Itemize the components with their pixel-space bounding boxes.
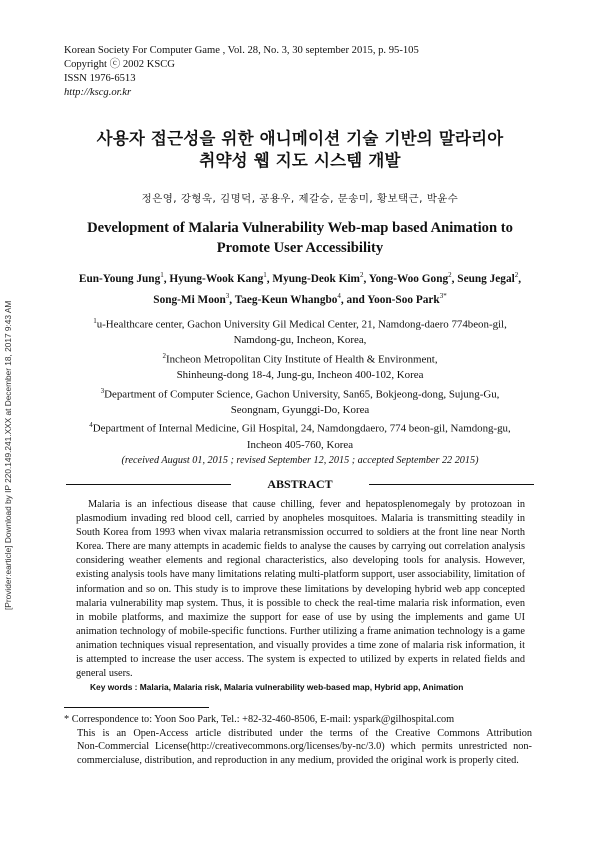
english-title-line-1: Development of Malaria Vulnerability Web-map based Animation to bbox=[87, 220, 513, 236]
author-name: Taeg-Keun Whangbo bbox=[234, 293, 338, 306]
affiliation-3-cont: Seongnam, Gyunggi-Do, Korea bbox=[230, 403, 370, 416]
footnote bbox=[64, 713, 532, 767]
author-line-2: Song-Mi Moon$^3$, Taeg-Keun Whangbo$^4$, and Yoon-Soo Park$^{3*}$ bbox=[153, 291, 447, 306]
affiliation-2-cont: Shinheung-dong 18-4, Jung-gu, Incheon 400-102, Korea bbox=[176, 369, 424, 382]
journal-citation: Korean Society For Computer Game , Vol. 28, No. 3, 30 september 2015, p. 95-105 bbox=[64, 45, 419, 56]
author-name: Myung-Deok Kim bbox=[272, 272, 360, 285]
divider bbox=[369, 484, 534, 485]
affil-text: Department of Computer Science, Gachon University, San65, Bokjeong-dong, Sujung-Gu, bbox=[104, 388, 500, 401]
abstract-heading bbox=[66, 477, 534, 491]
affil-text: Department of Internal Medicine, Gil Hospital, 24, Namdongdaero, 774 beon-gil, Namdong-gu, bbox=[92, 423, 511, 436]
issn-line: ISSN 1976-6513 bbox=[64, 73, 136, 84]
license-line-2: Non-Commercial License(http://creativecommons.org/licenses/by-nc/3.0) which permits unrestricted non- bbox=[77, 741, 532, 753]
affil-mark: 3 bbox=[100, 386, 105, 395]
author-affil-mark: 2 bbox=[448, 271, 452, 279]
affiliation-1 bbox=[66, 314, 534, 333]
author-name: Eun-Young Jung bbox=[78, 272, 161, 285]
author-affil-mark: 3 bbox=[225, 291, 230, 300]
copyright-line: Copyright ⓒ 2002 KSCG bbox=[64, 59, 175, 70]
author-affil-mark: 1 bbox=[160, 271, 164, 279]
journal-header bbox=[64, 44, 419, 100]
korean-title bbox=[60, 128, 540, 172]
author-name: Hyung-Wook Kang bbox=[169, 272, 264, 285]
license-line-3: commercialuse, distribution, and reproduction in any medium, provided the original work is properly cited. bbox=[77, 754, 519, 766]
correspondence-note: * Correspondence to: Yoon Soo Park, Tel.: +82-32-460-8506, E-mail: yspark@gilhospital.com bbox=[64, 714, 455, 725]
affiliation-2 bbox=[66, 349, 534, 368]
affil-mark: 2 bbox=[162, 351, 166, 360]
author-affil-mark: 2 bbox=[359, 271, 364, 279]
author-name: Song-Mi Moon bbox=[153, 293, 226, 306]
author-affil-mark: 4 bbox=[337, 291, 341, 300]
affil-text: Incheon Metropolitan City Institute of Health & Environment, bbox=[165, 353, 438, 366]
affil-mark: 4 bbox=[89, 421, 93, 430]
keywords: Key words : Malaria, Malaria risk, Malaria vulnerability web-based map, Hybrid app, Animation bbox=[90, 682, 464, 692]
affiliation-3 bbox=[66, 384, 534, 403]
journal-url[interactable]: http://kscg.or.kr bbox=[64, 87, 132, 98]
affiliation-4 bbox=[66, 418, 534, 437]
author-name: Seung Jegal bbox=[457, 272, 515, 285]
abstract-label: ABSTRACT bbox=[267, 477, 333, 491]
affil-text: u-Healthcare center, Gachon University Gil Medical Center, 21, Namdong-daero 774beon-gil, bbox=[96, 318, 507, 331]
affiliation-4-cont: Incheon 405-760, Korea bbox=[246, 438, 354, 451]
korean-title-line-1: 사용자 접근성을 위한 애니메이션 기술 기반의 말라리아 bbox=[96, 129, 504, 148]
license-line-1: This is an Open-Access article distributed under the terms of the Creative Commons Attribution bbox=[77, 727, 532, 739]
author-affil-mark: 2 bbox=[514, 271, 519, 279]
english-title bbox=[60, 218, 540, 258]
affiliations bbox=[66, 314, 534, 469]
korean-title-line-2: 취약성 웹 지도 시스템 개발 bbox=[199, 151, 401, 170]
download-stamp: [Provider:earticle] Download by IP 220.149.241.XXX at December 18, 2017 9:43 AM bbox=[3, 300, 13, 610]
affiliation-1-cont: Namdong-gu, Incheon, Korea, bbox=[233, 334, 367, 347]
author-affil-mark: 3* bbox=[439, 291, 447, 300]
author-list bbox=[60, 267, 540, 309]
author-name: Yoon-Soo Park bbox=[367, 293, 440, 306]
abstract-body: Malaria is an infectious disease that cause chilling, fever and hepatosplenomegaly by protozoan in plasmodium invading red blood cell, carried by anopheles mosquitoes. Malaria is transmitting steadily in South Korea from 1993 when vivax malaria retransmission occurred to soldiers at the front line near North Korea. There are many attempts in academic fields to analyse the causes by carrying out correlation analysis considering weather elements and regional characteristics, also developing tools for analysis. However, existing analysis tools have many limitations relating multi-platform support, user associability, limitation of information and so on. This study is to improve these limitations by developing hybrid web app concepted malaria vulnerability map system. Thus, it is possible to check the real-time malaria risk information, even in mobile platforms, and maximize the support for ease of use by using the implements and game UI animation technology of mobile-specific functions. Further utilizing a frame animation technology is a game animation techniques visual representation, and visually provides a time zone of malaria risk information, it is attempted to increase the user access. The system is expected to utilized by experts in related fields and general users. bbox=[76, 499, 525, 680]
korean-authors: 정은영, 강형욱, 김명덕, 공용우, 제갈승, 문송미, 황보택근, 박윤수 bbox=[141, 193, 459, 205]
affil-mark: 1 bbox=[93, 317, 97, 325]
english-title-line-2: Promote User Accessibility bbox=[216, 240, 384, 256]
received-dates: (received August 01, 2015 ; revised September 12, 2015 ; accepted September 22 2015) bbox=[121, 455, 479, 467]
author-line-1: Eun-Young Jung$^1$, Hyung-Wook Kang$^1$, Myung-Deok Kim$^2$, Yong-Woo Gong$^2$, Seung Jegal$^2$, bbox=[78, 271, 522, 285]
footnote-divider bbox=[64, 707, 209, 708]
author-name: Yong-Woo Gong bbox=[368, 272, 449, 285]
author-affil-mark: 1 bbox=[263, 271, 267, 279]
